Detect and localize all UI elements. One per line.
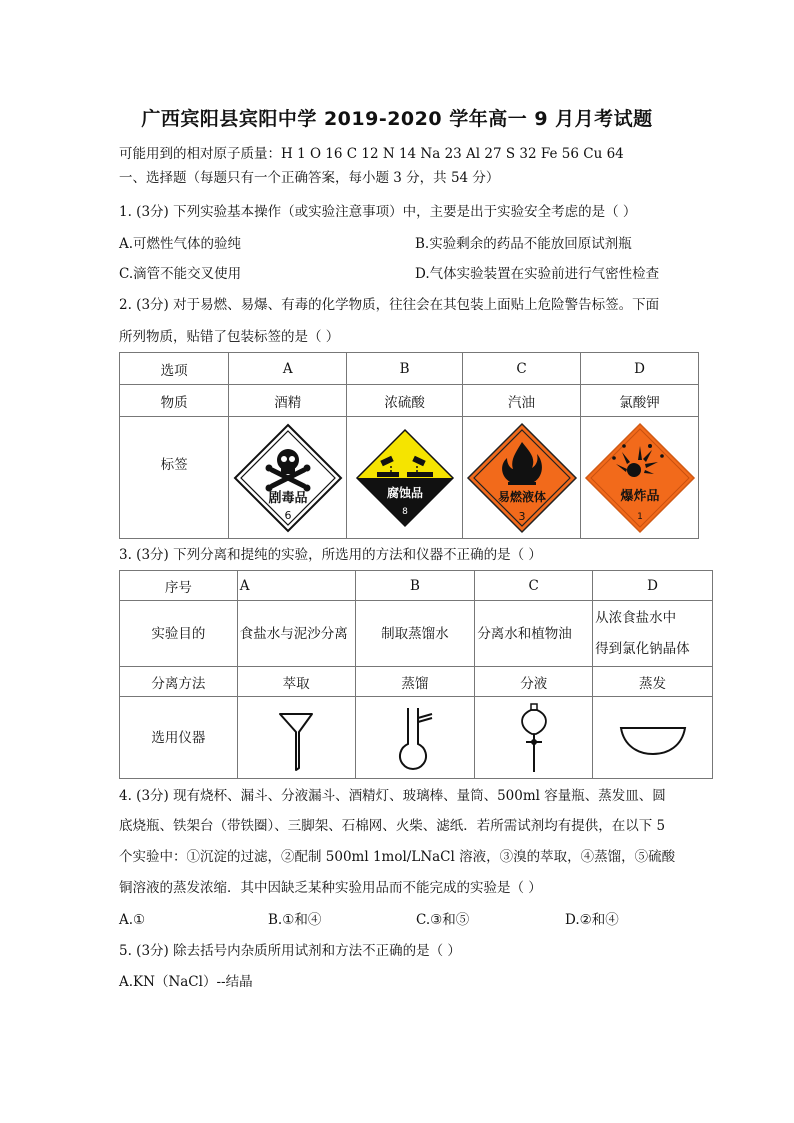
sign-d-number: 1 [636, 511, 643, 522]
q5-stem: 5. (3分) 除去括号内杂质所用试剂和方法不正确的是（ ） [119, 943, 461, 959]
q2-sign-b-cell [347, 417, 463, 539]
section-heading: 一、选择题（每题只有一个正确答案，每小题 3 分，共 54 分） [119, 170, 500, 186]
corrosion-icon [355, 428, 455, 528]
q3-row-purpose: 实验目的 [151, 625, 206, 642]
q3-purpose-d-line1: 从浓食盐水中 [595, 609, 677, 626]
sign-b-text: 腐蚀品 [386, 485, 423, 500]
sign-c-number: 3 [518, 509, 526, 523]
q4-stem-line3: 个实验中：①沉淀的过滤，②配制 500ml 1mol/LNaCl 溶液，③溴的萃取，④蒸馏，⑤硫酸 [119, 849, 676, 865]
q2-header-b: B [347, 353, 463, 385]
q3-table [119, 570, 713, 779]
q3-method-c: 分液 [475, 667, 593, 697]
q1-option-c[interactable]: C.滴管不能交叉使用 [119, 266, 242, 282]
q3-row-instrument: 选用仪器 [151, 729, 206, 746]
q2-substance-c: 汽油 [463, 385, 581, 417]
q2-stem-line1: 2. (3分) 对于易燃、易爆、有毒的化学物质，往往会在其包装上面贴上危险警告标签。下面 [119, 297, 660, 313]
q3-method-d: 蒸发 [593, 667, 713, 697]
q3-instrument-b-cell [355, 697, 475, 779]
explosion-icon [584, 422, 696, 534]
q2-sign-d-cell [581, 417, 699, 539]
q3-purpose-c: 分离水和植物油 [477, 625, 572, 642]
q4-option-c[interactable]: C.③和⑤ [416, 912, 470, 928]
q1-option-b[interactable]: B.实验剩余的药品不能放回原试剂瓶 [415, 236, 632, 252]
sign-a-text: 剧毒品 [268, 490, 308, 506]
q4-option-d[interactable]: D.②和④ [565, 912, 619, 928]
q2-sign-c-cell [463, 417, 581, 539]
q2-row-label: 标签 [120, 417, 229, 539]
funnel-icon [276, 710, 316, 772]
q2-header-d: D [581, 353, 699, 385]
page-title: 广西宾阳县宾阳中学 2019-2020 学年高一 9 月月考试题 [141, 108, 653, 130]
evaporating-dish-icon [618, 722, 688, 762]
atomic-masses: 可能用到的相对原子质量：H 1 O 16 C 12 N 14 Na 23 Al 27 S 32 Fe 56 Cu 64 [119, 146, 624, 162]
distillation-flask-icon [390, 702, 440, 776]
q4-stem-line1: 4. (3分) 现有烧杯、漏斗、分液漏斗、酒精灯、玻璃棒、量筒、500ml 容量瓶、蒸发皿、圆 [119, 788, 666, 804]
q3-method-a: 萃取 [237, 667, 355, 697]
q2-table [119, 352, 699, 539]
q3-instrument-a-cell [237, 697, 355, 779]
q3-header-a: A [237, 571, 355, 601]
q3-stem: 3. (3分) 下列分离和提纯的实验，所选用的方法和仪器不正确的是（ ） [119, 547, 542, 563]
q2-header-a: A [229, 353, 347, 385]
separatory-funnel-icon [514, 702, 554, 776]
sign-b-number: 8 [401, 506, 408, 517]
q3-header-c: C [475, 571, 593, 601]
q2-substance-a: 酒精 [229, 385, 347, 417]
q3-purpose-a: 食盐水与泥沙分离 [239, 625, 348, 642]
q2-header-c: C [463, 353, 581, 385]
q3-instrument-d-cell [593, 697, 713, 779]
q5-option-a[interactable]: A.KN（NaCl）--结晶 [119, 974, 253, 990]
q2-substance-b: 浓硫酸 [347, 385, 463, 417]
skull-crossbones-icon [232, 422, 344, 534]
q3-purpose-d-line2: 得到氯化钠晶体 [595, 640, 690, 657]
q4-stem-line4: 铜溶液的蒸发浓缩．其中因缺乏某种实验用品而不能完成的实验是（ ） [119, 880, 542, 896]
q3-purpose-b: 制取蒸馏水 [381, 625, 449, 642]
sign-d-text: 爆炸品 [619, 488, 660, 504]
q4-stem-line2: 底烧瓶、铁架台（带铁圈）、三脚架、石棉网、火柴、滤纸．若所需试剂均有提供，在以下 5 [119, 818, 666, 834]
q2-stem-line2: 所列物质，贴错了包装标签的是（ ） [119, 329, 340, 345]
q1-option-d[interactable]: D.气体实验装置在实验前进行气密性检查 [415, 266, 660, 282]
q2-header-option: 选项 [120, 353, 229, 385]
sign-c-text: 易燃液体 [497, 489, 546, 504]
q3-method-b: 蒸馏 [355, 667, 475, 697]
q3-header-seq: 序号 [120, 571, 238, 601]
q4-option-a[interactable]: A.① [119, 912, 146, 928]
q1-option-a[interactable]: A.可燃性气体的验纯 [119, 236, 242, 252]
q2-row-substance: 物质 [120, 385, 229, 417]
sign-a-number: 6 [284, 508, 292, 522]
q3-header-b: B [355, 571, 475, 601]
q3-header-d: D [593, 571, 713, 601]
flame-icon [466, 422, 578, 534]
q3-row-method: 分离方法 [120, 667, 238, 697]
q4-option-b[interactable]: B.①和④ [268, 912, 322, 928]
q3-instrument-c-cell [475, 697, 593, 779]
q2-sign-a-cell [229, 417, 347, 539]
q2-substance-d: 氯酸钾 [581, 385, 699, 417]
q1-stem: 1. (3分) 下列实验基本操作（或实验注意事项）中，主要是出于实验安全考虑的是（ ） [119, 204, 637, 220]
